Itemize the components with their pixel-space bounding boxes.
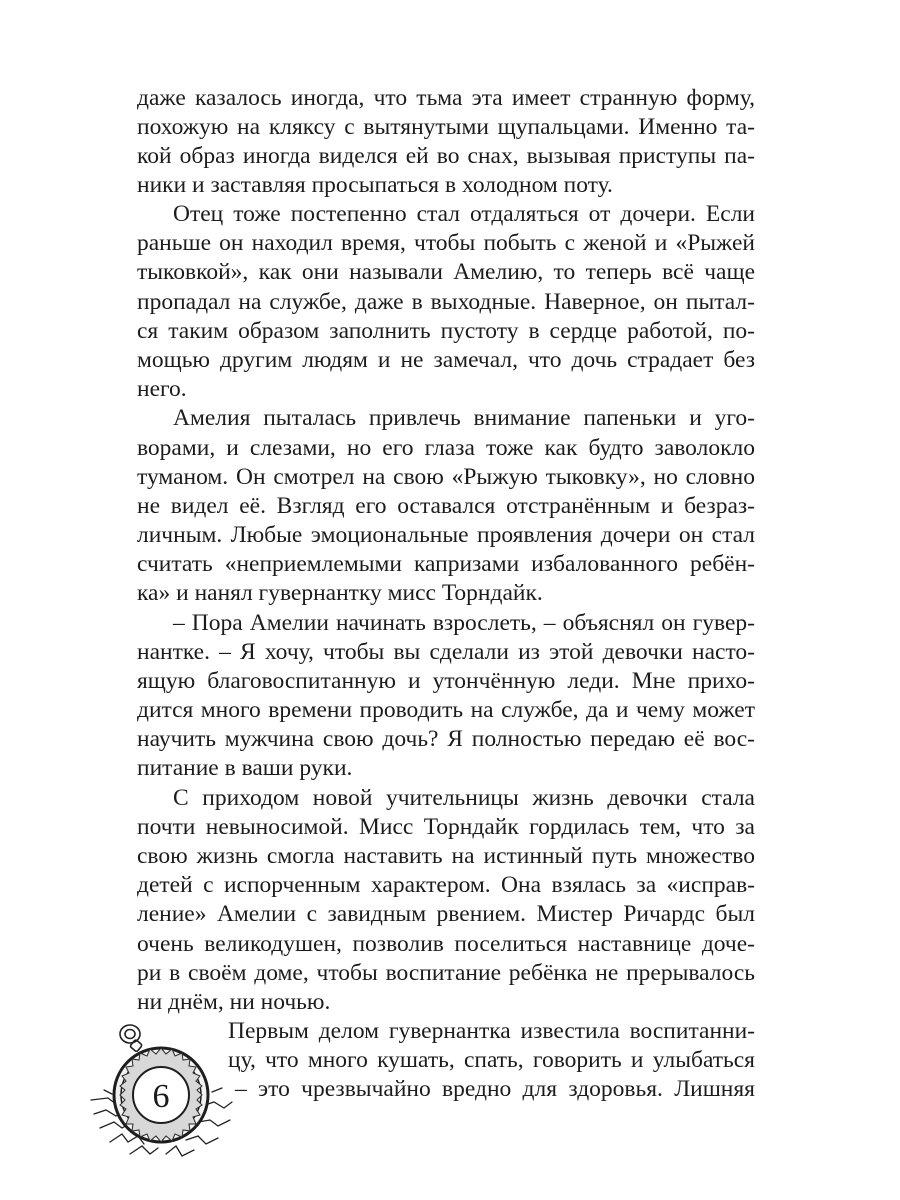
text-line: Отец тоже постепенно стал отдаляться от дочери. Если — [173, 201, 755, 227]
text-line: – это чрезвычайно вредно для здоровья. Лишняя — [235, 1076, 755, 1102]
text-line: похожую на кляксу с вытянутыми щупальцами. Именно та- — [137, 114, 755, 140]
text-line: ящую благовоспитанную и утончённую леди. Мне прихо- — [137, 668, 755, 694]
text-line: нантке. – Я хочу, чтобы вы сделали из этой девочки насто- — [137, 639, 755, 665]
text-line: туманом. Он смотрел на свою «Рыжую тыковку», но словно — [137, 464, 755, 490]
page-number: 6 — [152, 1078, 170, 1115]
text-line: – Пора Амелии начинать взрослеть, – объяснял он гувер- — [173, 610, 755, 636]
text-line: детей с испорченным характером. Она взялась за «исправ- — [137, 872, 755, 898]
text-line: ни днём, ни ночью. — [137, 989, 331, 1015]
text-line: свою жизнь смогла наставить на истинный путь множество — [137, 843, 755, 869]
text-line: кой образ иногда виделся ей во снах, вызывая приступы па- — [137, 143, 755, 169]
text-line: раньше он находил время, чтобы побыть с женой и «Рыжей — [137, 230, 755, 256]
text-line: ворами, и слезами, но его глаза тоже как будто заволокло — [137, 435, 755, 461]
text-line: научить мужчина свою дочь? Я полностью передаю её вос- — [137, 726, 755, 752]
text-line: тыковкой», как они называли Амелию, то теперь всё чаще — [137, 259, 755, 285]
text-line: ка» и нанял гувернантку мисс Торндайк. — [137, 580, 543, 606]
text-line: ники и заставляя просыпаться в холодном поту. — [137, 172, 613, 198]
text-line: него. — [137, 376, 187, 402]
text-line: ление» Амелии с завидным рвением. Мистер Ричардс был — [137, 901, 755, 927]
text-line: ри в своём доме, чтобы воспитание ребёнка не прерывалось — [137, 960, 755, 986]
text-line: Первым делом гувернантка известила воспитанни- — [228, 1018, 755, 1044]
text-line: почти невыносимой. Мисс Торндайк гордилась тем, что за — [137, 814, 755, 840]
text-line: С приходом новой учительницы жизнь девочки стала — [173, 785, 755, 811]
text-line: дится много времени проводить на службе, да и чему может — [137, 697, 755, 723]
text-line: цу, что много кушать, спать, говорить и улыбаться — [228, 1047, 755, 1073]
text-line: очень великодушен, позволив поселиться наставнице доче- — [137, 931, 755, 957]
text-line: не видел её. Взгляд его оставался отстранённым и безраз- — [137, 493, 755, 519]
text-line: питание в ваши руки. — [137, 755, 353, 781]
text-line: личным. Любые эмоциональные проявления дочери он стал — [137, 522, 755, 548]
pocket-watch-icon — [86, 1010, 236, 1170]
text-line: даже казалось иногда, что тьма эта имеет странную форму, — [137, 85, 755, 111]
text-line: пропадал на службе, даже в выходные. Наверное, он пытал- — [137, 289, 755, 315]
text-line: мощью другим людям и не замечал, что дочь страдает без — [137, 347, 755, 373]
text-line: ся таким образом заполнить пустоту в сердце работой, по- — [137, 318, 755, 344]
text-line: Амелия пыталась привлечь внимание папеньки и уго- — [173, 405, 755, 431]
text-line: считать «неприемлемыми капризами избалованного ребён- — [137, 551, 755, 577]
